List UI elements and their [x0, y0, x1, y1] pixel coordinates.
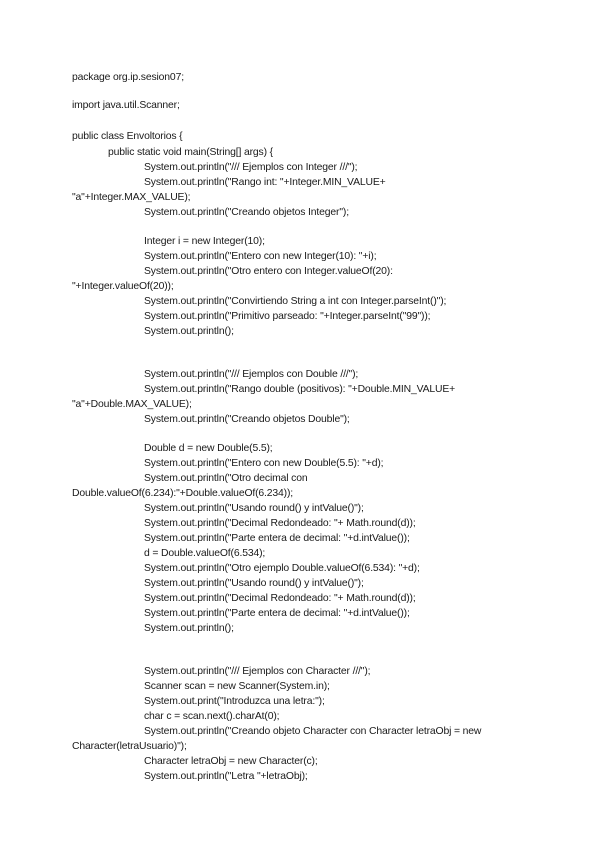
- code-line: System.out.println();: [144, 623, 234, 634]
- code-line: System.out.println("/// Ejemplos con Character ///");: [144, 666, 371, 677]
- code-line: Integer i = new Integer(10);: [144, 236, 265, 247]
- code-line: System.out.println("Decimal Redondeado: "+ Math.round(d));: [144, 518, 416, 529]
- code-line: Character letraObj = new Character(c);: [144, 756, 318, 767]
- code-line-import: import java.util.Scanner;: [72, 100, 180, 111]
- code-line: Double d = new Double(5.5);: [144, 443, 273, 454]
- code-line: System.out.println("Letra "+letraObj);: [144, 771, 308, 782]
- code-line: "+Integer.valueOf(20));: [72, 281, 174, 292]
- code-line: System.out.println("Usando round() y intValue()");: [144, 578, 364, 589]
- code-line: System.out.println("Parte entera de decimal: "+d.intValue());: [144, 533, 410, 544]
- code-line: System.out.print("Introduzca una letra:");: [144, 696, 325, 707]
- code-line: System.out.println("/// Ejemplos con Double ///");: [144, 369, 359, 380]
- code-line: Double.valueOf(6.234):"+Double.valueOf(6.234));: [72, 488, 294, 499]
- code-line: System.out.println("Otro entero con Integer.valueOf(20):: [144, 266, 393, 277]
- code-line: System.out.println("/// Ejemplos con Integer ///");: [144, 162, 358, 173]
- code-line-package: package org.ip.sesion07;: [72, 72, 184, 83]
- code-line: System.out.println("Creando objeto Character con Character letraObj = new: [144, 726, 482, 737]
- code-line: System.out.println("Primitivo parseado: "+Integer.parseInt("99"));: [144, 311, 431, 322]
- code-line: char c = scan.next().charAt(0);: [144, 711, 280, 722]
- code-line: "a"+Double.MAX_VALUE);: [72, 399, 192, 410]
- code-line: Character(letraUsuario)");: [72, 741, 187, 752]
- code-line: System.out.println("Otro decimal con: [144, 473, 308, 484]
- code-line: d = Double.valueOf(6.534);: [144, 548, 266, 559]
- code-line: System.out.println("Decimal Redondeado: "+ Math.round(d));: [144, 593, 416, 604]
- code-line: System.out.println();: [144, 326, 234, 337]
- code-line: System.out.println("Rango double (positivos): "+Double.MIN_VALUE+: [144, 384, 456, 395]
- code-line: Scanner scan = new Scanner(System.in);: [144, 681, 330, 692]
- code-line: System.out.println("Otro ejemplo Double.valueOf(6.534): "+d);: [144, 563, 420, 574]
- code-line: "a"+Integer.MAX_VALUE);: [72, 192, 191, 203]
- code-line: System.out.println("Entero con new Double(5.5): "+d);: [144, 458, 384, 469]
- code-line: System.out.println("Creando objetos Integer");: [144, 207, 349, 218]
- code-line: System.out.println("Parte entera de decimal: "+d.intValue());: [144, 608, 410, 619]
- code-line: System.out.println("Creando objetos Double");: [144, 414, 350, 425]
- code-line: System.out.println("Usando round() y intValue()");: [144, 503, 364, 514]
- code-line: System.out.println("Convirtiendo String a int con Integer.parseInt()");: [144, 296, 447, 307]
- code-line: System.out.println("Rango int: "+Integer.MIN_VALUE+: [144, 177, 386, 188]
- code-line: System.out.println("Entero con new Integer(10): "+i);: [144, 251, 377, 262]
- code-line-class-declaration: public class Envoltorios {: [72, 131, 183, 142]
- code-line-main-method: public static void main(String[] args) {: [108, 147, 273, 158]
